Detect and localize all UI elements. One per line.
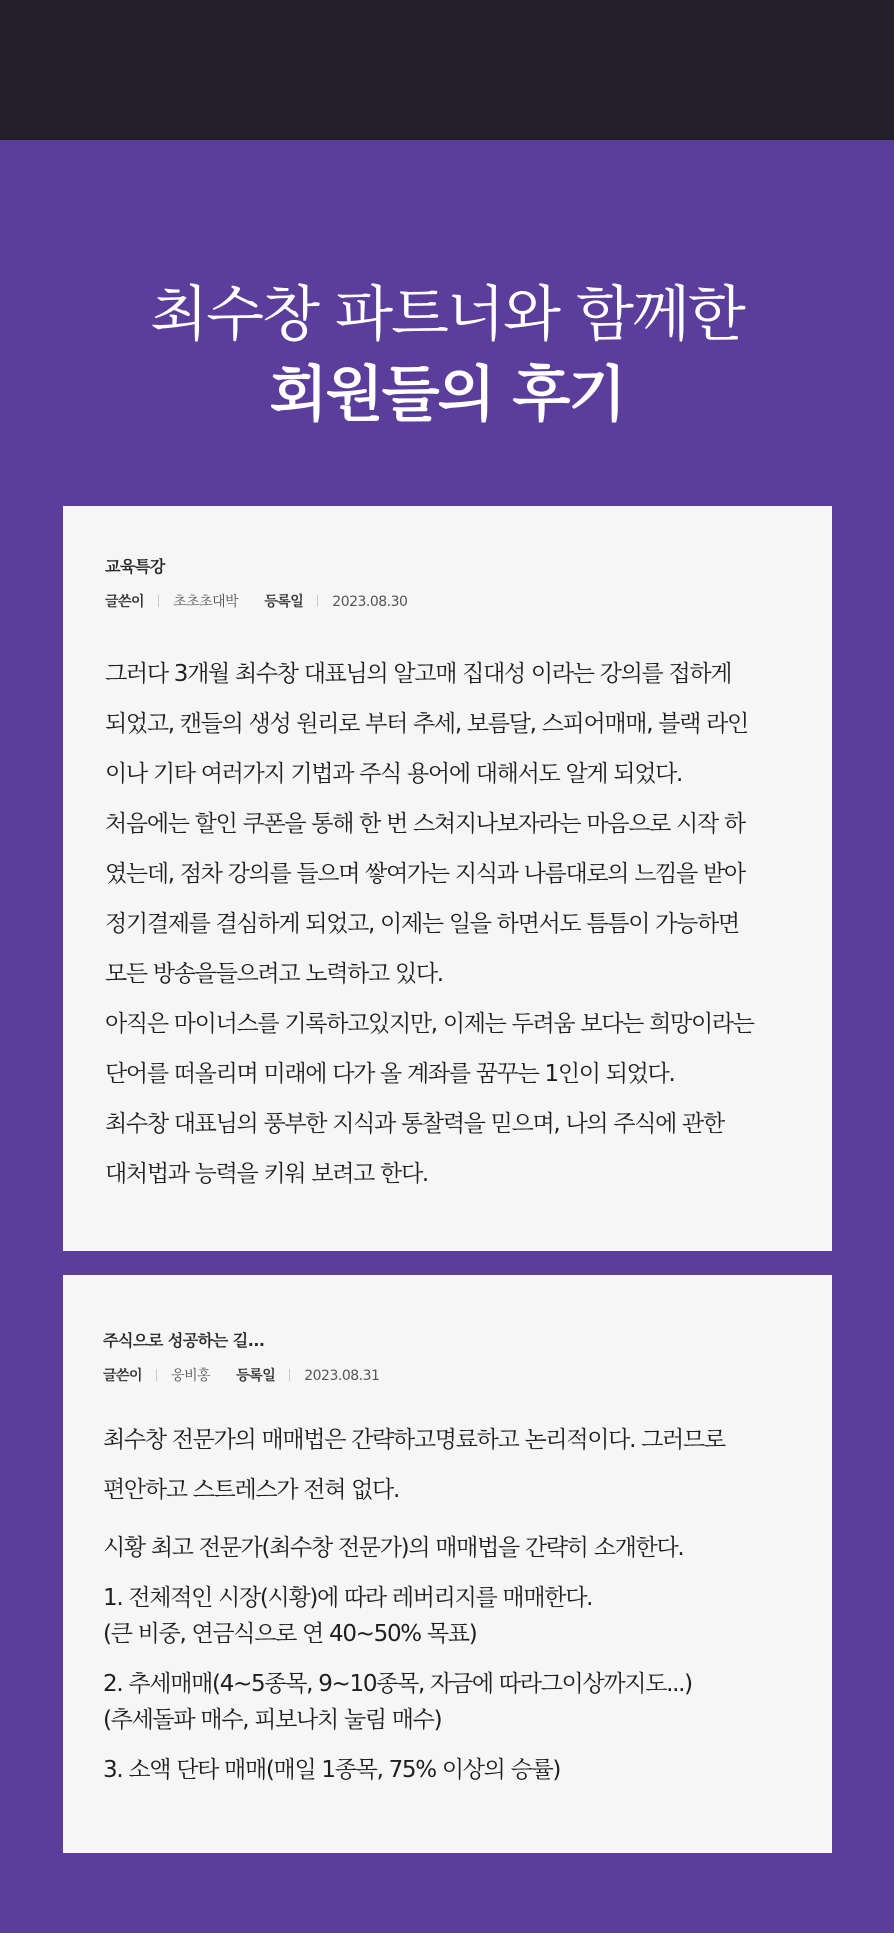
review-list-item (103, 1580, 792, 1652)
review-line: 이나 기타 여러가지 기법과 주식 용어에 대해서도 알게 되었다. (105, 761, 683, 787)
author-label: 글쓴이 (103, 1368, 143, 1384)
date-label: 등록일 (264, 594, 304, 610)
review-line: 단어를 떠올리며 미래에 다가 올 계좌를 꿈꾸는 1인이 되었다. (105, 1061, 675, 1087)
list-item-sub: (큰 비중, 연금식으로 연 40~50% 목표) (103, 1621, 477, 1647)
review-meta (103, 1365, 792, 1385)
review-line: 그러다 3개월 최수창 대표님의 알고매 집대성 이라는 강의를 접하게 (105, 661, 732, 687)
list-item-main: 1. 전체적인 시장(시황)에 따라 레버리지를 매매한다. (103, 1585, 593, 1611)
review-line: 모든 방송을들으려고 노력하고 있다. (105, 961, 443, 987)
review-line: 아직은 마이너스를 기록하고있지만, 이제는 두려움 보다는 희망이라는 (105, 1011, 754, 1037)
review-meta (105, 591, 792, 611)
review-date: 2023.08.30 (332, 594, 408, 610)
author-name: 초초초대박 (173, 594, 239, 610)
review-line: 편안하고 스트레스가 전혀 없다. (103, 1477, 399, 1503)
divider (156, 1369, 157, 1381)
review-date: 2023.08.31 (304, 1368, 380, 1384)
divider (158, 595, 159, 607)
review-line: 대처법과 능력을 키워 보려고 한다. (105, 1161, 428, 1187)
review-card (63, 1275, 832, 1853)
hero-title-line2: 회원들의 후기 (269, 360, 625, 430)
review-paragraph (103, 1415, 792, 1515)
list-item-main: 3. 소액 단타 매매(매일 1종목, 75% 이상의 승률) (103, 1757, 561, 1783)
review-line: 였는데, 점차 강의를 들으며 쌓여가는 지식과 나름대로의 느낌을 받아 (105, 861, 745, 887)
divider (317, 595, 318, 607)
hero-title-line1: 최수창 파트너와 함께한 (150, 280, 744, 350)
author-label: 글쓴이 (105, 594, 145, 610)
review-line: 최수창 대표님의 풍부한 지식과 통찰력을 믿으며, 나의 주식에 관한 (105, 1111, 724, 1137)
review-line: 최수창 전문가의 매매법은 간략하고명료하고 논리적이다. 그러므로 (103, 1427, 725, 1453)
review-list-item (103, 1666, 792, 1738)
review-title: 교육특강 (105, 557, 165, 576)
review-line: 되었고, 캔들의 생성 원리로 부터 추세, 보름달, 스피어매매, 블랙 라인 (105, 711, 748, 737)
review-intro: 시황 최고 전문가(최수창 전문가)의 매매법을 간략히 소개한다. (103, 1535, 684, 1561)
review-list-item (103, 1752, 792, 1788)
list-item-main: 2. 추세매매(4~5종목, 9~10종목, 자금에 따라그이상까지도...) (103, 1671, 692, 1697)
divider (289, 1369, 290, 1381)
hero-heading (0, 140, 894, 505)
list-item-sub: (추세돌파 매수, 피보나치 눌림 매수) (103, 1707, 442, 1733)
review-line: 정기결제를 결심하게 되었고, 이제는 일을 하면서도 틈틈이 가능하면 (105, 911, 739, 937)
date-label: 등록일 (236, 1368, 276, 1384)
review-line: 처음에는 할인 쿠폰을 통해 한 번 스쳐지나보자라는 마음으로 시작 하 (105, 811, 745, 837)
top-bar (0, 0, 894, 140)
review-body (103, 1415, 792, 1788)
review-title: 주식으로 성공하는 길... (103, 1331, 265, 1350)
author-name: 웅비홍 (171, 1368, 211, 1384)
review-card (63, 506, 832, 1251)
review-body (105, 649, 792, 1199)
